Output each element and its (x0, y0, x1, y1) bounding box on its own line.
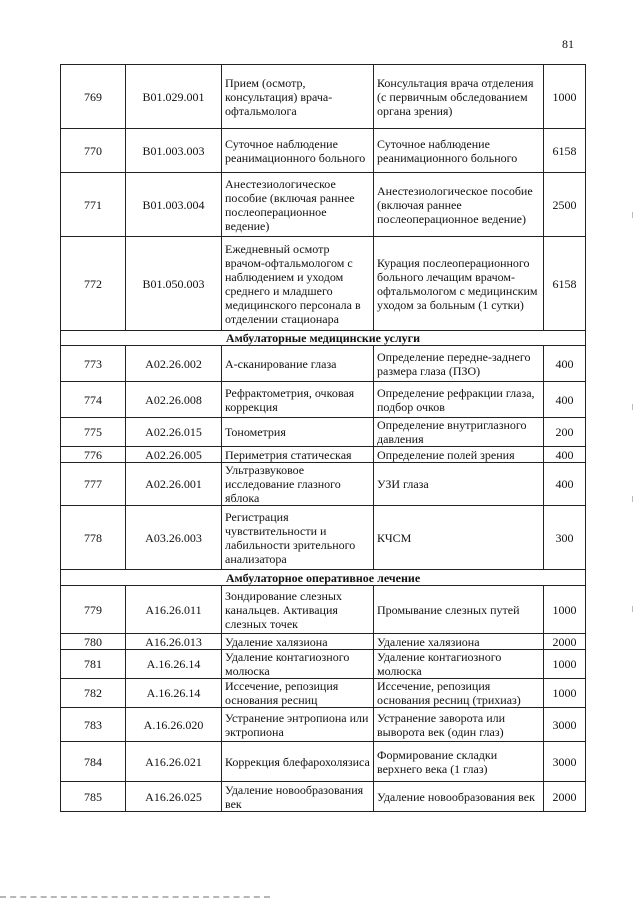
row-number: 778 (61, 506, 126, 570)
service-name: КЧСМ (374, 506, 544, 570)
service-name: Промывание слезных путей (374, 586, 544, 634)
service-code: A16.26.021 (126, 742, 222, 782)
service-code: A.16.26.020 (126, 708, 222, 742)
service-name: Определение полей зрения (374, 447, 544, 463)
table-row (61, 173, 586, 237)
service-price: 300 (544, 506, 586, 570)
service-name: Иссечение, репозиция основания ресниц (трихиаз) (374, 679, 544, 708)
nomenclature-name: Прием (осмотр, консультация) врача-офтальмолога (222, 65, 374, 129)
row-number: 774 (61, 382, 126, 418)
service-price: 400 (544, 463, 586, 506)
service-name: Курация послеоперационного больного лечащим врачом-офтальмологом с медицинским уходом за больным (1 сутки) (374, 237, 544, 331)
nomenclature-name: Периметрия статическая (222, 447, 374, 463)
row-number: 775 (61, 418, 126, 447)
service-code: A16.26.013 (126, 634, 222, 650)
service-name: Устранение заворота или выворота век (один глаз) (374, 708, 544, 742)
row-number: 777 (61, 463, 126, 506)
table-row (61, 346, 586, 382)
nomenclature-name: Ежедневный осмотр врачом-офтальмологом с наблюдением и уходом среднего и младшего медицинского персонала в отделении стационара (222, 237, 374, 331)
section-title: Амбулаторное оперативное лечение (61, 570, 586, 586)
scan-edge-mark (632, 606, 636, 612)
scan-edge-mark (632, 496, 636, 502)
section-header-row (61, 331, 586, 346)
service-price: 1000 (544, 586, 586, 634)
table-row (61, 679, 586, 708)
service-price: 1000 (544, 65, 586, 129)
row-number: 769 (61, 65, 126, 129)
nomenclature-name: Анестезиологическое пособие (включая раннее послеоперационное ведение) (222, 173, 374, 237)
nomenclature-name: Ультразвуковое исследование глазного яблока (222, 463, 374, 506)
row-number: 779 (61, 586, 126, 634)
service-name: Анестезиологическое пособие (включая раннее послеоперационное ведение) (374, 173, 544, 237)
service-code: A02.26.005 (126, 447, 222, 463)
table-row (61, 463, 586, 506)
table-row (61, 506, 586, 570)
service-price: 2000 (544, 782, 586, 812)
service-code: B01.003.004 (126, 173, 222, 237)
section-title: Амбулаторные медицинские услуги (61, 331, 586, 346)
nomenclature-name: Рефрактометрия, очковая коррекция (222, 382, 374, 418)
table-row (61, 129, 586, 173)
nomenclature-name: А-сканирование глаза (222, 346, 374, 382)
row-number: 781 (61, 650, 126, 679)
service-price: 6158 (544, 129, 586, 173)
nomenclature-name: Иссечение, репозиция основания ресниц (222, 679, 374, 708)
nomenclature-name: Удаление контагиозного молюска (222, 650, 374, 679)
table-row (61, 634, 586, 650)
table-row (61, 382, 586, 418)
row-number: 780 (61, 634, 126, 650)
service-code: A02.26.015 (126, 418, 222, 447)
service-name: Удаление халязиона (374, 634, 544, 650)
service-price: 400 (544, 382, 586, 418)
service-code: B01.029.001 (126, 65, 222, 129)
nomenclature-name: Зондирование слезных канальцев. Активация слезных точек (222, 586, 374, 634)
service-name: Формирование складки верхнего века (1 глаз) (374, 742, 544, 782)
nomenclature-name: Коррекция блефарохолязиса (222, 742, 374, 782)
table-row (61, 650, 586, 679)
service-name: Определение передне-заднего размера глаза (ПЗО) (374, 346, 544, 382)
table-row (61, 586, 586, 634)
service-code: A02.26.008 (126, 382, 222, 418)
scan-artifact-dashes (0, 896, 270, 900)
service-name: Определение рефракции глаза, подбор очков (374, 382, 544, 418)
service-code: A.16.26.14 (126, 679, 222, 708)
nomenclature-name: Устранение энтропиона или эктропиона (222, 708, 374, 742)
service-name: Удаление новообразования век (374, 782, 544, 812)
nomenclature-name: Тонометрия (222, 418, 374, 447)
service-code: A03.26.003 (126, 506, 222, 570)
row-number: 776 (61, 447, 126, 463)
service-code: A16.26.011 (126, 586, 222, 634)
table-row (61, 742, 586, 782)
table-row (61, 418, 586, 447)
row-number: 773 (61, 346, 126, 382)
row-number: 782 (61, 679, 126, 708)
service-name: УЗИ глаза (374, 463, 544, 506)
nomenclature-name: Суточное наблюдение реанимационного больного (222, 129, 374, 173)
service-code: A.16.26.14 (126, 650, 222, 679)
service-price: 3000 (544, 742, 586, 782)
service-name: Определение внутриглазного давления (374, 418, 544, 447)
scan-edge-mark (632, 212, 636, 218)
service-name: Суточное наблюдение реанимационного больного (374, 129, 544, 173)
service-code: B01.050.003 (126, 237, 222, 331)
service-code: A02.26.001 (126, 463, 222, 506)
row-number: 785 (61, 782, 126, 812)
table-row (61, 708, 586, 742)
service-price: 1000 (544, 650, 586, 679)
service-name: Консультация врача отделения (с первичным обследованием органа зрения) (374, 65, 544, 129)
row-number: 783 (61, 708, 126, 742)
nomenclature-name: Регистрация чувствительности и лабильности зрительного анализатора (222, 506, 374, 570)
price-list-table (60, 64, 586, 812)
row-number: 784 (61, 742, 126, 782)
price-list-body (61, 65, 586, 812)
nomenclature-name: Удаление новообразования век (222, 782, 374, 812)
table-row (61, 65, 586, 129)
service-code: A02.26.002 (126, 346, 222, 382)
page-number: 81 (562, 37, 574, 51)
service-price: 3000 (544, 708, 586, 742)
table-row (61, 782, 586, 812)
service-price: 400 (544, 346, 586, 382)
service-price: 200 (544, 418, 586, 447)
nomenclature-name: Удаление халязиона (222, 634, 374, 650)
table-row (61, 237, 586, 331)
service-price: 1000 (544, 679, 586, 708)
table-row (61, 447, 586, 463)
service-code: A16.26.025 (126, 782, 222, 812)
service-code: B01.003.003 (126, 129, 222, 173)
service-price: 2000 (544, 634, 586, 650)
row-number: 771 (61, 173, 126, 237)
section-header-row (61, 570, 586, 586)
service-price: 400 (544, 447, 586, 463)
row-number: 772 (61, 237, 126, 331)
service-price: 2500 (544, 173, 586, 237)
service-price: 6158 (544, 237, 586, 331)
scan-edge-mark (632, 404, 636, 410)
service-name: Удаление контагиозного молюска (374, 650, 544, 679)
row-number: 770 (61, 129, 126, 173)
